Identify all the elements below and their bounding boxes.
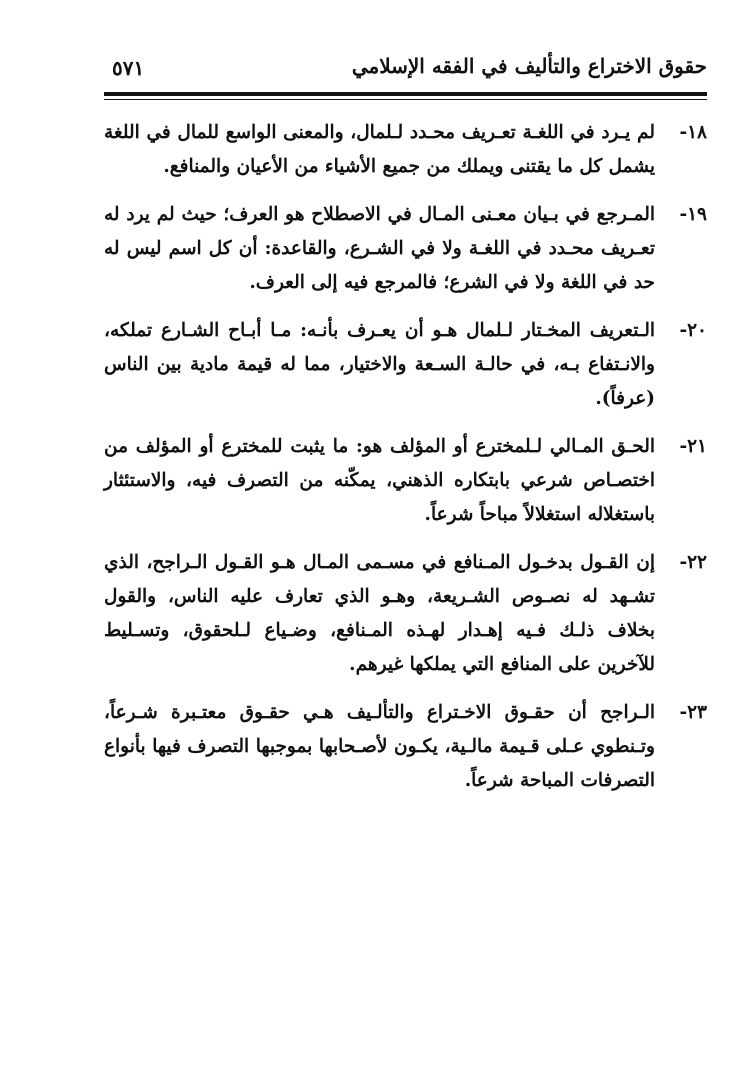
conclusion-item [104,546,707,682]
header-rule-thin [104,99,707,100]
page-number: ٥٧١ [112,56,145,80]
item-text: إن القـول بدخـول المـنافع في مسـمى المـال هـو القـول الـراجح، الذي تشـهد له نصـوص الشـريعة، وهـو الذي تعارف عليه الناس، والقول بخلاف ذلـك فـيه إهـدار لهـذه المـنافع، وضـياع لـلحقوق، وتسـليط للآخرين على المنافع التي يملكها غيرهم. [104,552,655,675]
item-text: الحـق المـالي لـلمخترع أو المؤلف هو: ما يثبت للمخترع أو المؤلف من اختصـاص شرعي بابتكاره الذهني، يمكّنه من التصرف فيه، والاستئثار باستغلاله استغلالاً مباحاً شرعاً. [104,436,655,525]
conclusion-item [104,116,707,184]
conclusion-item [104,696,707,798]
running-title: حقوق الاختراع والتأليف في الفقه الإسلامي [351,54,707,78]
conclusions-list [104,116,707,812]
item-number: ١٨- [679,122,707,143]
conclusion-item [104,430,707,532]
item-text: الـتعريف المخـتار لـلمال هـو أن يعـرف بأنـه: مـا أبـاح الشـارع تملكه، والانـتفاع بـه، في حالـة السـعة والاختيار، مما له قيمة مادية بين الناس (عرفاً). [104,320,655,409]
item-number: ٢٢- [679,552,707,573]
item-text: لم يـرد في اللغـة تعـريف محـدد لـلمال، والمعنى الواسع للمال في اللغة يشمل كل ما يقتنى ويملك من جميع الأشياء من الأعيان والمنافع. [104,122,655,177]
item-number: ١٩- [679,204,707,225]
item-text: الـراجح أن حقـوق الاخـتراع والتألـيف هـي حقـوق معتـبرة شـرعاً، وتـنطوي عـلى قـيمة مالـية، يكـون لأصـحابها بموجبها التصرف فيها بأنواع التصرفات المباحة شرعاً. [104,702,655,791]
item-number: ٢١- [679,436,707,457]
item-text: المـرجع في بـيان معـنى المـال في الاصطلاح هو العرف؛ حيث لم يرد له تعـريف محـدد في اللغـة ولا في الشـرع، والقاعدة: أن كل اسم ليس له حد في اللغة ولا في الشرع؛ فالمرجع فيه إلى العرف. [104,204,655,293]
item-number: ٢٠- [679,320,707,341]
page-header [104,50,707,90]
item-number: ٢٣- [679,702,707,723]
header-rule-thick [104,92,707,96]
conclusion-item [104,198,707,300]
conclusion-item [104,314,707,416]
